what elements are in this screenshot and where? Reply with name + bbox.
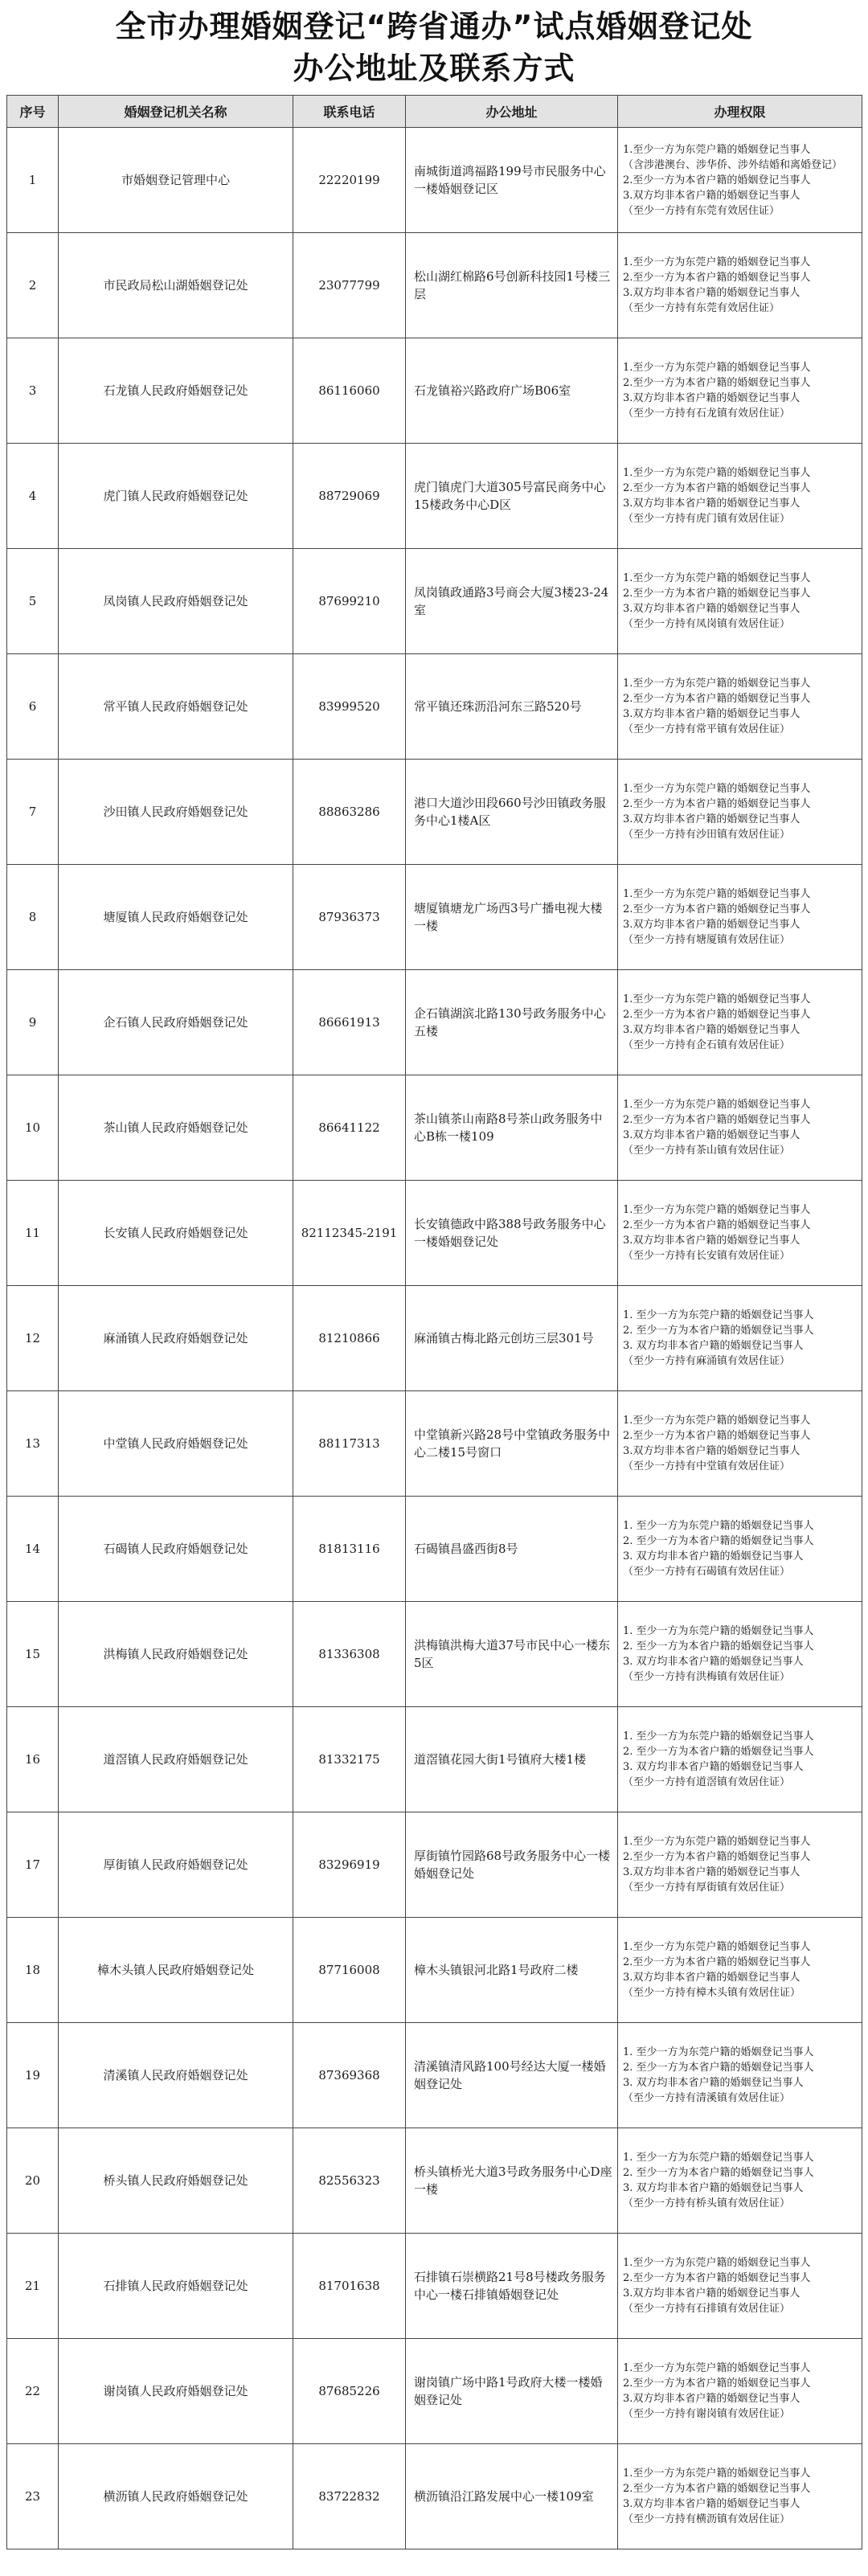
permission-line: 3.双方均非本省户籍的婚姻登记当事人: [623, 1024, 800, 1036]
cell-office-name: 茶山镇人民政府婚姻登记处: [59, 1075, 293, 1181]
cell-address: 石龙镇裕兴路政府广场B06室: [406, 338, 618, 444]
permission-line: 3.双方均非本省户籍的婚姻登记当事人: [623, 2393, 800, 2405]
cell-office-name: 麻涌镇人民政府婚姻登记处: [59, 1286, 293, 1391]
permission-line: 1.至少一方为东莞户籍的婚姻登记当事人: [623, 256, 811, 268]
permission-line: 3.双方均非本省户籍的婚姻登记当事人: [623, 1972, 800, 1984]
permission-line: 1.至少一方为东莞户籍的婚姻登记当事人: [623, 2362, 811, 2374]
permission-line: （至少一方持有石碣镇有效居住证）: [623, 1566, 791, 1578]
cell-address: 茶山镇茶山南路8号茶山政务服务中心B栋一楼109: [406, 1075, 618, 1181]
cell-no: 21: [7, 2234, 59, 2339]
cell-phone: 88729069: [293, 444, 406, 549]
permission-line: 2.至少一方为本省户籍的婚姻登记当事人: [623, 272, 811, 284]
cell-permission: [618, 760, 862, 865]
cell-permission: [618, 2444, 862, 2549]
cell-permission: [618, 1181, 862, 1286]
permission-line: 1.至少一方为东莞户籍的婚姻登记当事人: [623, 143, 811, 156]
permission-line: 1.至少一方为东莞户籍的婚姻登记当事人: [623, 1415, 811, 1427]
table-row: [7, 1707, 862, 1812]
permission-line: （至少一方持有石龙镇有效居住证）: [623, 407, 791, 420]
permission-line: 2. 至少一方为本省户籍的婚姻登记当事人: [623, 1746, 814, 1758]
cell-office-name: 桥头镇人民政府婚姻登记处: [59, 2128, 293, 2234]
table-row: [7, 2234, 862, 2339]
cell-address: 石碣镇昌盛西街8号: [406, 1497, 618, 1602]
cell-office-name: 厚街镇人民政府婚姻登记处: [59, 1812, 293, 1918]
cell-permission: [618, 1075, 862, 1181]
cell-phone: 22220199: [293, 128, 406, 233]
permission-line: 2.至少一方为本省户籍的婚姻登记当事人: [623, 903, 811, 915]
cell-address: 谢岗镇广场中路1号政府大楼一楼婚姻登记处: [406, 2339, 618, 2444]
permission-line: （至少一方持有企石镇有效居住证）: [623, 1039, 791, 1051]
cell-phone: 88117313: [293, 1391, 406, 1497]
permission-line: 3.双方均非本省户籍的婚姻登记当事人: [623, 392, 800, 404]
cell-address: 长安镇德政中路388号政务服务中心一楼婚姻登记处: [406, 1181, 618, 1286]
permission-line: 1.至少一方为东莞户籍的婚姻登记当事人: [623, 2257, 811, 2269]
cell-no: 6: [7, 654, 59, 760]
table-row: [7, 1286, 862, 1391]
cell-no: 18: [7, 1918, 59, 2023]
cell-phone: 86641122: [293, 1075, 406, 1181]
table-row: [7, 128, 862, 233]
permission-line: 2.至少一方为本省户籍的婚姻登记当事人: [623, 1219, 811, 1231]
cell-address: 塘厦镇塘龙广场西3号广播电视大楼一楼: [406, 865, 618, 970]
cell-no: 19: [7, 2023, 59, 2128]
cell-permission: [618, 2234, 862, 2339]
permission-line: 1.至少一方为东莞户籍的婚姻登记当事人: [623, 1204, 811, 1216]
permission-line: （至少一方持有长安镇有效居住证）: [623, 1250, 791, 1262]
permission-line: 2.至少一方为本省户籍的婚姻登记当事人: [623, 1956, 811, 1968]
permission-line: 3.双方均非本省户籍的婚姻登记当事人: [623, 1235, 800, 1247]
cell-address: 企石镇湖滨北路130号政务服务中心五楼: [406, 970, 618, 1075]
cell-phone: 82112345-2191: [293, 1181, 406, 1286]
table-row: [7, 1075, 862, 1181]
cell-phone: 81701638: [293, 2234, 406, 2339]
cell-phone: 83999520: [293, 654, 406, 760]
cell-no: 7: [7, 760, 59, 865]
cell-office-name: 横沥镇人民政府婚姻登记处: [59, 2444, 293, 2549]
cell-address: 常平镇还珠沥沿河东三路520号: [406, 654, 618, 760]
permission-line: 2. 至少一方为本省户籍的婚姻登记当事人: [623, 1640, 814, 1652]
cell-office-name: 谢岗镇人民政府婚姻登记处: [59, 2339, 293, 2444]
cell-address: 道滘镇花园大街1号镇府大楼1楼: [406, 1707, 618, 1812]
permission-line: 2.至少一方为本省户籍的婚姻登记当事人: [623, 1009, 811, 1021]
cell-office-name: 沙田镇人民政府婚姻登记处: [59, 760, 293, 865]
table-row: [7, 2128, 862, 2234]
cell-phone: 87936373: [293, 865, 406, 970]
cell-phone: 88863286: [293, 760, 406, 865]
permission-line: 1. 至少一方为东莞户籍的婚姻登记当事人: [623, 1730, 814, 1743]
cell-address: 中堂镇新兴路28号中堂镇政务服务中心二楼15号窗口: [406, 1391, 618, 1497]
table-row: [7, 654, 862, 760]
cell-no: 4: [7, 444, 59, 549]
cell-office-name: 市民政局松山湖婚姻登记处: [59, 233, 293, 338]
cell-permission: [618, 444, 862, 549]
table-row: [7, 970, 862, 1075]
permission-line: 2.至少一方为本省户籍的婚姻登记当事人: [623, 482, 811, 494]
cell-permission: [618, 338, 862, 444]
header-address: 办公地址: [406, 96, 618, 128]
permission-line: 1. 至少一方为东莞户籍的婚姻登记当事人: [623, 2046, 814, 2058]
permission-line: 3.双方均非本省户籍的婚姻登记当事人: [623, 1445, 800, 1457]
permission-line: 3.双方均非本省户籍的婚姻登记当事人: [623, 1866, 800, 1878]
permission-line: （至少一方持有麻涌镇有效居住证）: [623, 1355, 791, 1367]
cell-address: 横沥镇沿江路发展中心一楼109室: [406, 2444, 618, 2549]
cell-office-name: 虎门镇人民政府婚姻登记处: [59, 444, 293, 549]
cell-address: 松山湖红棉路6号创新科技园1号楼三层: [406, 233, 618, 338]
permission-line: 3.双方均非本省户籍的婚姻登记当事人: [623, 287, 800, 299]
cell-office-name: 凤岗镇人民政府婚姻登记处: [59, 549, 293, 654]
permission-line: （至少一方持有东莞有效居住证）: [623, 204, 780, 217]
permission-line: 1.至少一方为东莞户籍的婚姻登记当事人: [623, 2467, 811, 2480]
table-row: [7, 865, 862, 970]
permission-line: 2.至少一方为本省户籍的婚姻登记当事人: [623, 798, 811, 810]
cell-permission: [618, 128, 862, 233]
registry-table: [6, 95, 862, 2549]
table-row: [7, 760, 862, 865]
cell-no: 2: [7, 233, 59, 338]
cell-office-name: 企石镇人民政府婚姻登记处: [59, 970, 293, 1075]
cell-office-name: 石龙镇人民政府婚姻登记处: [59, 338, 293, 444]
permission-line: 3.双方均非本省户籍的婚姻登记当事人: [623, 2287, 800, 2300]
permission-line: 1.至少一方为东莞户籍的婚姻登记当事人: [623, 1836, 811, 1848]
cell-permission: [618, 970, 862, 1075]
cell-office-name: 塘厦镇人民政府婚姻登记处: [59, 865, 293, 970]
cell-address: 清溪镇清风路100号经达大厦一楼婚姻登记处: [406, 2023, 618, 2128]
permission-line: 2.至少一方为本省户籍的婚姻登记当事人: [623, 1114, 811, 1126]
header-no: 序号: [7, 96, 59, 128]
permission-line: 3. 双方均非本省户籍的婚姻登记当事人: [623, 1550, 804, 1562]
cell-permission: [618, 1602, 862, 1707]
table-row: [7, 233, 862, 338]
cell-permission: [618, 1812, 862, 1918]
permission-line: 2. 至少一方为本省户籍的婚姻登记当事人: [623, 2167, 814, 2179]
cell-no: 14: [7, 1497, 59, 1602]
permission-line: 1. 至少一方为东莞户籍的婚姻登记当事人: [623, 1625, 814, 1637]
permission-line: 3. 双方均非本省户籍的婚姻登记当事人: [623, 1340, 804, 1352]
cell-phone: 81210866: [293, 1286, 406, 1391]
table-row: [7, 444, 862, 549]
permission-line: 2. 至少一方为本省户籍的婚姻登记当事人: [623, 2062, 814, 2074]
permission-line: 2.至少一方为本省户籍的婚姻登记当事人: [623, 588, 811, 600]
cell-phone: 87369368: [293, 2023, 406, 2128]
cell-permission: [618, 1286, 862, 1391]
permission-line: 1.至少一方为东莞户籍的婚姻登记当事人: [623, 993, 811, 1005]
cell-phone: 87699210: [293, 549, 406, 654]
permission-line: 1.至少一方为东莞户籍的婚姻登记当事人: [623, 1941, 811, 1953]
cell-permission: [618, 2023, 862, 2128]
table-row: [7, 338, 862, 444]
permission-line: （至少一方持有凤岗镇有效居住证）: [623, 618, 791, 630]
cell-office-name: 洪梅镇人民政府婚姻登记处: [59, 1602, 293, 1707]
permission-line: 1.至少一方为东莞户籍的婚姻登记当事人: [623, 467, 811, 479]
permission-line: 1.至少一方为东莞户籍的婚姻登记当事人: [623, 572, 811, 584]
cell-address: 南城街道鸿福路199号市民服务中心一楼婚姻登记区: [406, 128, 618, 233]
permission-line: （至少一方持有谢岗镇有效居住证）: [623, 2408, 791, 2420]
cell-phone: 83296919: [293, 1812, 406, 1918]
permission-line: （至少一方持有沙田镇有效居住证）: [623, 829, 791, 841]
cell-no: 3: [7, 338, 59, 444]
permission-line: 3.双方均非本省户籍的婚姻登记当事人: [623, 603, 800, 615]
permission-line: （至少一方持有茶山镇有效居住证）: [623, 1145, 791, 1157]
table-row: [7, 1602, 862, 1707]
permission-line: 3.双方均非本省户籍的婚姻登记当事人: [623, 2498, 800, 2510]
permission-line: （至少一方持有常平镇有效居住证）: [623, 723, 791, 735]
table-row: [7, 1181, 862, 1286]
cell-no: 16: [7, 1707, 59, 1812]
permission-line: 1. 至少一方为东莞户籍的婚姻登记当事人: [623, 1309, 814, 1321]
cell-phone: 83722832: [293, 2444, 406, 2549]
table-row: [7, 2339, 862, 2444]
permission-line: （含涉港澳台、涉华侨、涉外结婚和离婚登记）: [623, 158, 843, 171]
cell-office-name: 清溪镇人民政府婚姻登记处: [59, 2023, 293, 2128]
permission-line: 2.至少一方为本省户籍的婚姻登记当事人: [623, 2483, 811, 2495]
cell-office-name: 长安镇人民政府婚姻登记处: [59, 1181, 293, 1286]
cell-no: 12: [7, 1286, 59, 1391]
cell-permission: [618, 2339, 862, 2444]
table-row: [7, 1497, 862, 1602]
cell-permission: [618, 1707, 862, 1812]
cell-phone: 86116060: [293, 338, 406, 444]
cell-no: 9: [7, 970, 59, 1075]
cell-no: 11: [7, 1181, 59, 1286]
cell-no: 10: [7, 1075, 59, 1181]
cell-address: 桥头镇桥光大道3号政务服务中心D座一楼: [406, 2128, 618, 2234]
permission-line: 2.至少一方为本省户籍的婚姻登记当事人: [623, 693, 811, 705]
table-header-row: [7, 96, 862, 128]
header-name: 婚姻登记机关名称: [59, 96, 293, 128]
cell-no: 17: [7, 1812, 59, 1918]
header-permission: 办理权限: [618, 96, 862, 128]
table-body: [7, 128, 862, 2549]
cell-no: 8: [7, 865, 59, 970]
table-row: [7, 2444, 862, 2549]
cell-phone: 82556323: [293, 2128, 406, 2234]
cell-office-name: 市婚姻登记管理中心: [59, 128, 293, 233]
cell-permission: [618, 1497, 862, 1602]
cell-permission: [618, 1391, 862, 1497]
cell-permission: [618, 2128, 862, 2234]
permission-line: 1.至少一方为东莞户籍的婚姻登记当事人: [623, 783, 811, 795]
cell-phone: 87716008: [293, 1918, 406, 2023]
permission-line: 2.至少一方为本省户籍的婚姻登记当事人: [623, 1851, 811, 1863]
cell-phone: 23077799: [293, 233, 406, 338]
permission-line: （至少一方持有厚街镇有效居住证）: [623, 1882, 791, 1894]
cell-office-name: 石碣镇人民政府婚姻登记处: [59, 1497, 293, 1602]
permission-line: 3.双方均非本省户籍的婚姻登记当事人: [623, 919, 800, 931]
cell-office-name: 道滘镇人民政府婚姻登记处: [59, 1707, 293, 1812]
permission-line: 2.至少一方为本省户籍的婚姻登记当事人: [623, 1430, 811, 1442]
permission-line: 3.双方均非本省户籍的婚姻登记当事人: [623, 189, 800, 202]
cell-phone: 81336308: [293, 1602, 406, 1707]
cell-no: 15: [7, 1602, 59, 1707]
cell-address: 麻涌镇古梅北路元创坊三层301号: [406, 1286, 618, 1391]
permission-line: （至少一方持有虎门镇有效居住证）: [623, 513, 791, 525]
permission-line: 3. 双方均非本省户籍的婚姻登记当事人: [623, 2182, 804, 2194]
permission-line: （至少一方持有塘厦镇有效居住证）: [623, 934, 791, 946]
cell-address: 石排镇石崇横路21号8号楼政务服务中心一楼石排镇婚姻登记处: [406, 2234, 618, 2339]
cell-address: 凤岗镇政通路3号商会大厦3楼23-24室: [406, 549, 618, 654]
permission-line: 1.至少一方为东莞户籍的婚姻登记当事人: [623, 362, 811, 374]
table-row: [7, 549, 862, 654]
permission-line: 2. 至少一方为本省户籍的婚姻登记当事人: [623, 1325, 814, 1337]
cell-address: 港口大道沙田段660号沙田镇政务服务中心1楼A区: [406, 760, 618, 865]
permission-line: 3.双方均非本省户籍的婚姻登记当事人: [623, 498, 800, 510]
cell-no: 22: [7, 2339, 59, 2444]
permission-line: 1. 至少一方为东莞户籍的婚姻登记当事人: [623, 1520, 814, 1532]
permission-line: （至少一方持有横沥镇有效居住证）: [623, 2513, 791, 2525]
cell-office-name: 石排镇人民政府婚姻登记处: [59, 2234, 293, 2339]
cell-office-name: 中堂镇人民政府婚姻登记处: [59, 1391, 293, 1497]
cell-no: 23: [7, 2444, 59, 2549]
permission-line: 1.至少一方为东莞户籍的婚姻登记当事人: [623, 888, 811, 900]
permission-line: （至少一方持有桥头镇有效居住证）: [623, 2197, 791, 2209]
permission-line: 2.至少一方为本省户籍的婚姻登记当事人: [623, 2377, 811, 2390]
header-phone: 联系电话: [293, 96, 406, 128]
cell-no: 5: [7, 549, 59, 654]
cell-permission: [618, 233, 862, 338]
permission-line: （至少一方持有道滘镇有效居住证）: [623, 1776, 791, 1788]
cell-phone: 86661913: [293, 970, 406, 1075]
cell-permission: [618, 1918, 862, 2023]
cell-address: 虎门镇虎门大道305号富民商务中心15楼政务中心D区: [406, 444, 618, 549]
cell-address: 樟木头镇银河北路1号政府二楼: [406, 1918, 618, 2023]
cell-office-name: 樟木头镇人民政府婚姻登记处: [59, 1918, 293, 2023]
permission-line: （至少一方持有中堂镇有效居住证）: [623, 1460, 791, 1472]
permission-line: 3. 双方均非本省户籍的婚姻登记当事人: [623, 1656, 804, 1668]
permission-line: 3. 双方均非本省户籍的婚姻登记当事人: [623, 1761, 804, 1773]
cell-address: 洪梅镇洪梅大道37号市民中心一楼东5区: [406, 1602, 618, 1707]
permission-line: （至少一方持有东莞有效居住证）: [623, 302, 780, 314]
permission-line: 1. 至少一方为东莞户籍的婚姻登记当事人: [623, 2152, 814, 2164]
permission-line: 2. 至少一方为本省户籍的婚姻登记当事人: [623, 1535, 814, 1547]
permission-line: 1.至少一方为东莞户籍的婚姻登记当事人: [623, 678, 811, 690]
permission-line: （至少一方持有洪梅镇有效居住证）: [623, 1671, 791, 1683]
permission-line: （至少一方持有清溪镇有效居住证）: [623, 2092, 791, 2104]
permission-line: 3. 双方均非本省户籍的婚姻登记当事人: [623, 2077, 804, 2089]
permission-line: 3.双方均非本省户籍的婚姻登记当事人: [623, 708, 800, 720]
title-line-2: 办公地址及联系方式: [293, 51, 575, 86]
cell-permission: [618, 654, 862, 760]
permission-line: 2.至少一方为本省户籍的婚姻登记当事人: [623, 174, 811, 186]
permission-line: 3.双方均非本省户籍的婚姻登记当事人: [623, 813, 800, 825]
document-title: [0, 0, 868, 95]
cell-phone: 81332175: [293, 1707, 406, 1812]
cell-permission: [618, 865, 862, 970]
permission-line: 2.至少一方为本省户籍的婚姻登记当事人: [623, 2272, 811, 2284]
table-row: [7, 1918, 862, 2023]
cell-address: 厚街镇竹园路68号政务服务中心一楼婚姻登记处: [406, 1812, 618, 1918]
cell-phone: 87685226: [293, 2339, 406, 2444]
permission-line: 1.至少一方为东莞户籍的婚姻登记当事人: [623, 1099, 811, 1111]
cell-no: 20: [7, 2128, 59, 2234]
table-row: [7, 1391, 862, 1497]
title-line-1: 全市办理婚姻登记“跨省通办”试点婚姻登记处: [115, 9, 753, 44]
permission-line: 3.双方均非本省户籍的婚姻登记当事人: [623, 1129, 800, 1141]
permission-line: （至少一方持有石排镇有效居住证）: [623, 2303, 791, 2315]
permission-line: 2.至少一方为本省户籍的婚姻登记当事人: [623, 377, 811, 389]
permission-line: （至少一方持有樟木头镇有效居住证）: [623, 1987, 801, 1999]
cell-no: 13: [7, 1391, 59, 1497]
cell-no: 1: [7, 128, 59, 233]
cell-office-name: 常平镇人民政府婚姻登记处: [59, 654, 293, 760]
cell-permission: [618, 549, 862, 654]
table-row: [7, 2023, 862, 2128]
table-row: [7, 1812, 862, 1918]
cell-phone: 81813116: [293, 1497, 406, 1602]
